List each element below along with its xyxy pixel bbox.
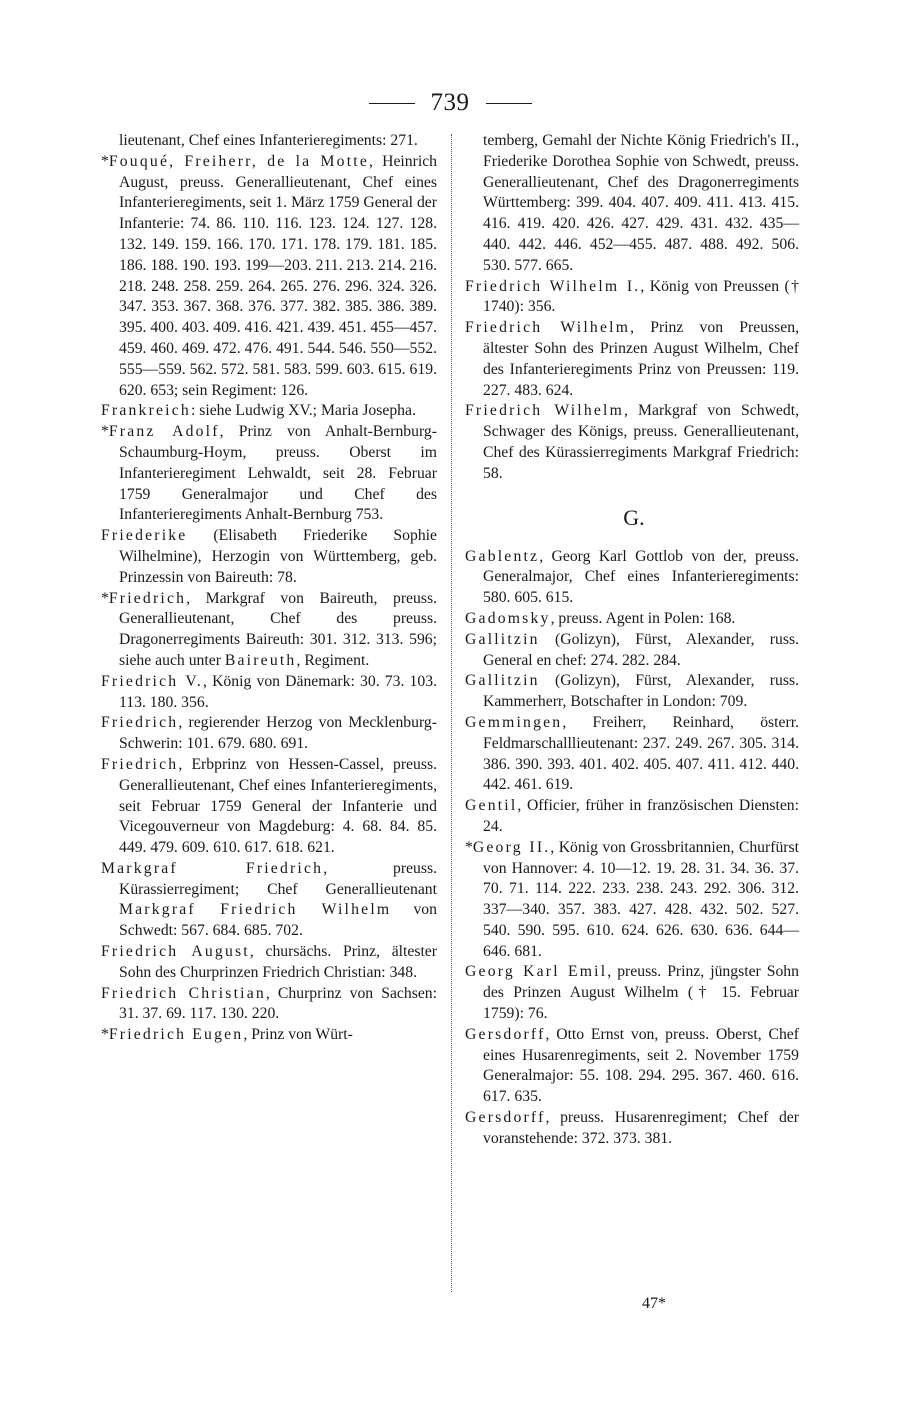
section-letter: G. bbox=[623, 504, 645, 530]
index-entry bbox=[101, 859, 437, 942]
right-column bbox=[465, 131, 799, 1150]
index-entry bbox=[101, 672, 437, 714]
index-entry bbox=[101, 755, 437, 859]
index-entry bbox=[465, 318, 799, 401]
entry-headword: Frankreich bbox=[101, 402, 191, 420]
index-entry bbox=[101, 984, 437, 1026]
entry-headword: Franz Adolf bbox=[108, 423, 220, 441]
entry-marker: * bbox=[101, 152, 109, 170]
index-entry-continuation bbox=[465, 131, 799, 277]
page-header bbox=[0, 86, 900, 120]
entry-marker: * bbox=[101, 589, 109, 607]
entry-headword: Friedrich bbox=[101, 755, 179, 773]
entry-text: , König von Grossbritannien, Churfürst von Hannover: 4. 10—12. 19. 28. 31. 34. 36. 37. 70. 71. 114. 222. 233. 238. 243. 292. 306. 312. 337—340. 357. 383. 427. 428. 432. 502. 527. 540. 590. 595. 610. 624. 626. 630. 636. 644—646. 681. bbox=[483, 838, 799, 960]
entry-text: , Otto Ernst von, preuss. Oberst, Chef eines Husarenregiments, seit 2. November 1759 Generalmajor: 55. 108. 294. 295. 367. 460. 616. 617. 635. bbox=[483, 1025, 799, 1106]
index-entry bbox=[101, 152, 437, 402]
index-entry bbox=[101, 589, 437, 672]
index-entry bbox=[101, 526, 437, 588]
entry-headword: Friedrich V. bbox=[101, 672, 204, 690]
entry-marker: * bbox=[465, 838, 473, 856]
entry-text: , preuss. Kürassierregiment; Chef Generallieutenant bbox=[119, 859, 437, 898]
column-divider bbox=[451, 134, 452, 1292]
entry-text-tail: von Schwedt: 567. 684. 685. 702. bbox=[119, 901, 437, 940]
entry-text: , König von Dänemark: 30. 73. 103. 113. 180. 356. bbox=[119, 672, 437, 711]
index-entry bbox=[465, 630, 799, 672]
entry-headword: Gentil bbox=[465, 797, 518, 815]
index-entry bbox=[465, 609, 799, 630]
entry-headword: Gablentz bbox=[465, 547, 540, 565]
entry-text: , Erbprinz von Hessen-Cassel, preuss. Generallieutenant, Chef eines Infanterieregiments, seit Februar 1759 General der Infanterie und Vicegouverneur von Magdeburg: 4. 68. 84. 85. 449. 479. 609. 610. 617. 618. 621. bbox=[119, 755, 437, 857]
page-number: 739 bbox=[430, 89, 470, 116]
entry-headword: Gadomsky bbox=[465, 609, 551, 627]
entry-headword: Gersdorff bbox=[465, 1025, 546, 1043]
entry-marker: * bbox=[101, 1026, 109, 1044]
index-entry bbox=[465, 796, 799, 838]
entry-headword: Friederike bbox=[101, 527, 188, 545]
index-entry bbox=[101, 713, 437, 755]
index-entry bbox=[465, 1108, 799, 1150]
entry-text: , Markgraf von Schwedt, Schwager des Königs, preuss. Generallieutenant, Chef des Kürassierregiments Markgraf Friedrich: 58. bbox=[483, 402, 799, 482]
entry-text: (Elisabeth Friederike Sophie Wilhelmine), Herzogin von Württemberg, geb. Prinzessin von Baireuth: 78. bbox=[119, 527, 437, 586]
entry-crossref: Markgraf Friedrich Wilhelm bbox=[119, 901, 392, 919]
header-rule-left bbox=[369, 103, 415, 104]
index-entry bbox=[465, 838, 799, 963]
entry-text: , Prinz von Anhalt-Bernburg-Schaumburg-Hoym, preuss. Oberst im Infanterieregiment Lehwaldt, seit 28. Februar 1759 Generalmajor und Chef des Infanterieregiments Anhalt-Bernburg 753. bbox=[119, 423, 437, 524]
entry-crossref: Baireuth bbox=[224, 651, 297, 669]
entry-text: , preuss. Husarenregiment; Chef der voranstehende: 372. 373. 381. bbox=[483, 1109, 799, 1147]
entry-headword: Gallitzin bbox=[465, 672, 540, 690]
entry-headword: Markgraf Friedrich bbox=[101, 859, 324, 877]
entry-text: , Prinz von Würt- bbox=[243, 1026, 353, 1044]
index-entry-continuation bbox=[101, 131, 437, 152]
entry-text-tail: , Regiment. bbox=[296, 651, 370, 669]
entry-headword: Friedrich Eugen bbox=[108, 1026, 244, 1044]
entry-headword: Friedrich bbox=[101, 714, 179, 732]
left-column bbox=[101, 131, 437, 1046]
printer-signature: 47* bbox=[642, 1295, 666, 1312]
entry-headword: Friedrich Christian bbox=[101, 984, 266, 1002]
entry-text: lieutenant, Chef eines Infanterieregiments: 271. bbox=[119, 132, 418, 149]
entry-headword: Friedrich Wilhelm bbox=[465, 319, 631, 337]
index-entry bbox=[465, 713, 799, 796]
index-entry bbox=[101, 1025, 437, 1046]
right-column-top bbox=[465, 131, 799, 485]
index-entry bbox=[465, 401, 799, 484]
entry-headword: Friedrich August bbox=[101, 943, 250, 961]
index-entry bbox=[465, 671, 799, 713]
entry-text: : siehe Ludwig XV.; Maria Josepha. bbox=[190, 402, 416, 420]
entry-headword: Georg II. bbox=[472, 838, 551, 856]
entry-text: (Golizyn), Fürst, Alexander, russ. General en chef: 274. 282. 284. bbox=[483, 630, 799, 669]
entry-text: temberg, Gemahl der Nichte König Friedrich's II., Friederike Dorothea Sophie von Schwedt, preuss. Generallieutenant, Chef des Dragonerregiments Württemberg: 399. 404. 407. 409. 411. 413. 415. 416. 419. 420. 426. 427. 429. 431. 432. 435—440. 442. 446. 452—455. 487. 488. 492. 506. 530. 577. 665. bbox=[483, 132, 799, 274]
entry-headword: Friedrich Wilhelm I. bbox=[465, 277, 641, 295]
entry-text: , Officier, früher in französischen Diensten: 24. bbox=[483, 797, 799, 835]
index-entry bbox=[101, 401, 437, 422]
entry-text: Heinrich August, preuss. Generallieutenant, Chef eines Infanterieregiments, seit 1. März 1759 General der Infanterie: 74. 86. 110. 116. 123. 124. 127. 128. 132. 149. 159. 166. 170. 171. 178. 179. 181. 185. 186. 188. 190. 193. 199—203. 211. 213. 214. 216. 218. 248. 258. 259. 264. 265. 276. 296. 324. 326. 347. 353. 367. 368. 376. 377. 382. 385. 386. 389. 395. 400. 403. 409. 416. 421. 439. 451. 455—457. 459. 460. 469. 472. 476. 491. 544. 546. 550—552. 555—559. 562. 572. 581. 583. 599. 603. 615. 619. 620. 653; sein Regiment: 126. bbox=[119, 152, 437, 399]
index-entry bbox=[465, 547, 799, 609]
entry-text: , Freiherr, Reinhard, österr. Feldmarschalllieutenant: 237. 249. 267. 305. 314. 386. 390. 393. 401. 402. 405. 407. 411. 412. 440. 442. 461. 619. bbox=[483, 713, 799, 794]
entry-text: , Markgraf von Baireuth, preuss. Generallieutenant, Chef des preuss. Dragonerregiments Baireuth: 301. 312. 313. 596; siehe auch unter bbox=[119, 589, 437, 669]
entry-text: , Churprinz von Sachsen: 31. 37. 69. 117. 130. 220. bbox=[119, 984, 438, 1023]
entry-marker: * bbox=[101, 423, 109, 441]
entry-text: , chursächs. Prinz, ältester Sohn des Churprinzen Friedrich Christian: 348. bbox=[119, 943, 437, 981]
index-entry bbox=[465, 1025, 799, 1108]
entry-text: , König von Preussen († 1740): 356. bbox=[483, 277, 799, 316]
entry-headword: Friedrich bbox=[108, 589, 187, 607]
entry-text: , preuss. Prinz, jüngster Sohn des Prinzen August Wilhelm († 15. Februar 1759): 76. bbox=[483, 963, 799, 1023]
entry-headword: Gallitzin bbox=[465, 630, 540, 648]
index-entry bbox=[101, 942, 437, 984]
entry-headword: Friedrich Wilhelm bbox=[465, 402, 624, 420]
right-column-bottom bbox=[465, 547, 799, 1150]
entry-headword: Gemmingen bbox=[465, 713, 563, 731]
index-entry bbox=[465, 277, 799, 319]
entry-text: , preuss. Agent in Polen: 168. bbox=[550, 609, 736, 627]
entry-text: , Prinz von Preussen, ältester Sohn des Prinzen August Wilhelm, Chef des Infanterieregiments Prinz von Preussen: 119. 227. 483. 624. bbox=[483, 319, 799, 399]
index-entry bbox=[101, 422, 437, 526]
entry-headword: Gersdorff bbox=[465, 1109, 546, 1127]
entry-headword: Georg Karl Emil bbox=[465, 963, 608, 981]
entry-text: (Golizyn), Fürst, Alexander, russ. Kammerherr, Botschafter in London: 709. bbox=[483, 672, 799, 711]
header-rule-right bbox=[486, 103, 532, 104]
entry-headword: Fouqué, Freiherr, de la Motte, bbox=[108, 152, 376, 170]
entry-text: , regierender Herzog von Mecklenburg-Schwerin: 101. 679. 680. 691. bbox=[119, 714, 437, 753]
entry-text: , Georg Karl Gottlob von der, preuss. Generalmajor, Chef eines Infanterieregiments: 580. 605. 615. bbox=[483, 547, 799, 607]
index-entry bbox=[465, 962, 799, 1024]
